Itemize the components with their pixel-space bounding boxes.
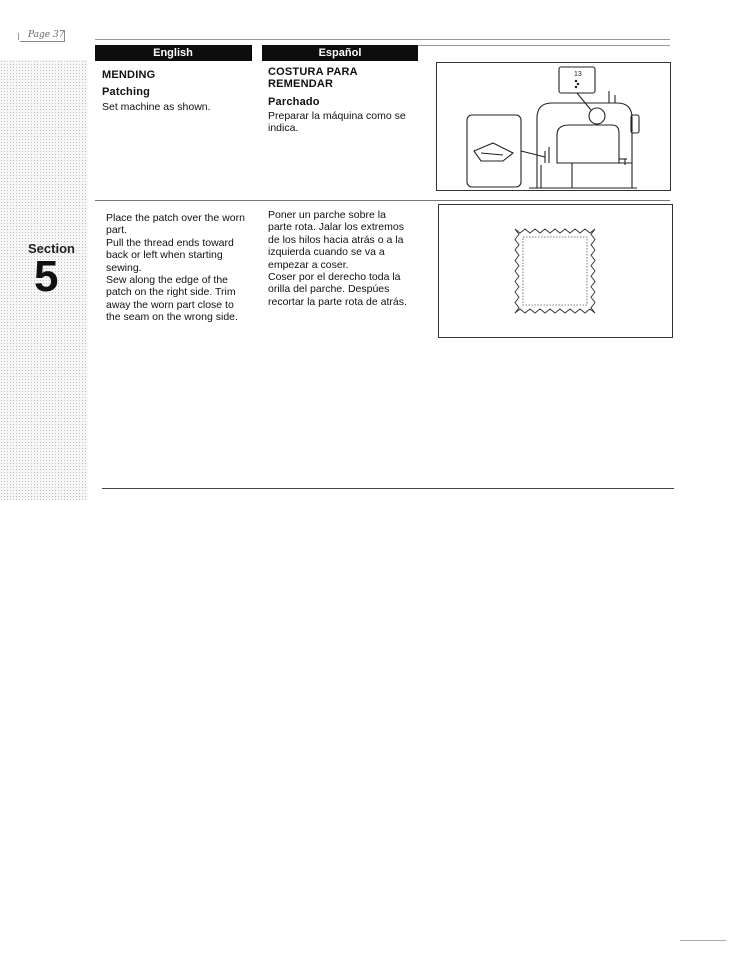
spanish-title-line2: REMENDAR <box>268 78 334 90</box>
header-rule <box>418 45 670 46</box>
english-column-header: English <box>95 45 251 61</box>
english-line: sewing. <box>106 261 142 274</box>
spanish-subtitle: Parchado <box>268 96 320 108</box>
spanish-title-line1: COSTURA PARA <box>268 66 358 78</box>
spanish-line: orilla del parche. Despúes <box>268 283 390 296</box>
english-line: patch on the right side. Trim <box>106 286 236 299</box>
page-label-rule <box>20 41 64 42</box>
top-rule <box>95 39 670 40</box>
zigzag-stitch <box>515 229 519 313</box>
spanish-column-header: Español <box>262 45 418 61</box>
section-number: 5 <box>34 252 59 301</box>
dial-number: 13 <box>574 71 582 78</box>
bottom-rule <box>102 488 674 489</box>
spanish-line: parte rota. Jalar los extremos <box>268 221 404 234</box>
english-title: MENDING <box>102 69 156 81</box>
spanish-line: Coser por el derecho toda la <box>268 271 401 284</box>
patch-stitch-illustration <box>439 205 672 337</box>
zigzag-stitch <box>591 229 595 313</box>
spanish-line: Poner un parche sobre la <box>268 209 386 221</box>
spanish-line: empezar a coser. <box>268 258 349 271</box>
page-margin-tick <box>18 33 19 40</box>
spanish-line: de los hilos hacia atrás o a la <box>268 233 404 246</box>
sewing-machine-illustration <box>437 63 670 190</box>
section-divider <box>95 200 670 201</box>
spanish-instructions <box>268 209 420 308</box>
zigzag-stitch <box>515 229 595 233</box>
page-label-tick <box>64 30 65 42</box>
spanish-line: izquierda cuando se va a <box>268 246 385 259</box>
english-line: away the worn part close to <box>106 298 234 311</box>
english-line: Place the patch over the worn <box>106 212 245 224</box>
english-line: back or left when starting <box>106 249 223 262</box>
english-line: Sew along the edge of the <box>106 274 229 287</box>
page-label: Page 37 <box>28 30 65 40</box>
english-setup-text: Set machine as shown. <box>102 101 211 113</box>
spanish-line: recortar la parte rota de atrás. <box>268 295 407 308</box>
section-label: Section <box>28 241 75 256</box>
sewing-machine-figure <box>436 62 671 191</box>
english-subtitle: Patching <box>102 86 151 98</box>
english-line: part. <box>106 224 128 237</box>
english-line: Pull the thread ends toward <box>106 236 234 249</box>
english-line: the seam on the wrong side. <box>106 311 238 324</box>
spanish-setup-line1: Preparar la máquina como se <box>268 110 406 122</box>
english-instructions <box>106 212 256 324</box>
patch-figure <box>438 204 673 338</box>
spanish-setup-line2: indica. <box>268 122 299 134</box>
zigzag-stitch <box>515 309 595 313</box>
corner-rule <box>680 940 726 941</box>
